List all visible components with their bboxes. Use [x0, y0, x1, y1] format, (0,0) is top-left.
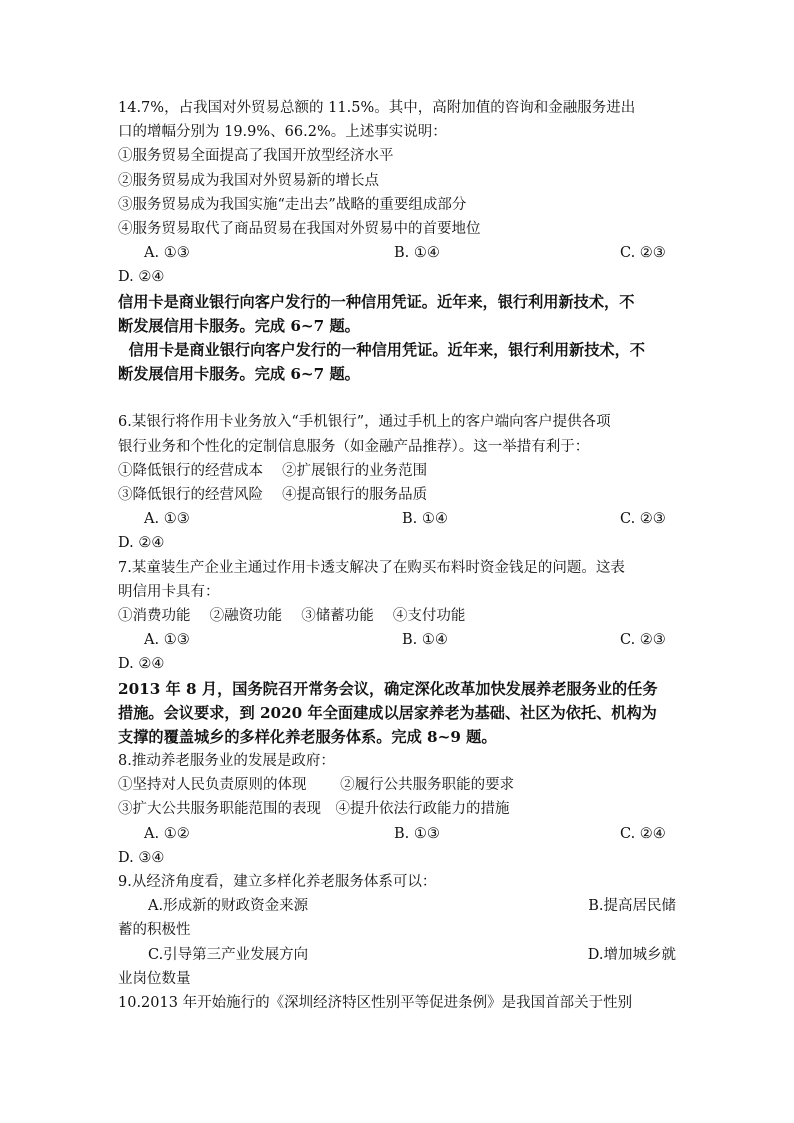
q9-choice-d-continued: 业岗位数量: [118, 970, 191, 987]
document-page: [118, 96, 676, 1015]
q9-choice-b: B.提高居民储: [588, 898, 676, 915]
q5-item-2: ②服务贸易成为我国对外贸易新的增长点: [118, 172, 379, 189]
q7-items-line-1: ①消费功能 ②融资功能 ③储蓄功能 ④支付功能: [118, 607, 466, 624]
q5-item-4: ④服务贸易取代了商品贸易在我国对外贸易中的首要地位: [118, 220, 481, 237]
q9-choice-b-continued: 蓄的积极性: [118, 922, 191, 939]
q5-choices: [118, 241, 676, 265]
q9-stem: 9.从经济角度看，建立多样化养老服务体系可以：: [118, 874, 437, 890]
q5-choice-c: C. ②③: [620, 245, 666, 262]
q5-item-3: ③服务贸易成为我国实施“走出去”战略的重要组成部分: [118, 196, 467, 213]
q7-choice-c: C. ②③: [620, 632, 666, 649]
intro-6-7-line-2: 断发展信用卡服务。完成 6~7 题。: [118, 316, 360, 335]
q6-choices: [118, 507, 676, 531]
intro-6-7-repeat-line-2: 断发展信用卡服务。完成 6~7 题。: [118, 365, 360, 384]
q8-choice-d: D. ③④: [118, 849, 165, 866]
q7-choices: [118, 628, 676, 652]
q8-stem: 8.推动养老服务业的发展是政府：: [118, 753, 335, 770]
q8-items-line-2: ③扩大公共服务职能范围的表现 ④提升依法行政能力的措施: [118, 801, 510, 818]
q6-items-line-2: ③降低银行的经营风险 ④提高银行的服务品质: [118, 487, 428, 503]
q7-stem-line-1: 7.某童装生产企业主通过作用卡透支解决了在购买布料时资金钱足的问题。这表: [118, 559, 625, 576]
q6-choice-d: D. ②④: [118, 535, 165, 552]
q6-choice-c: C. ②③: [620, 511, 666, 528]
q7-stem-line-2: 明信用卡具有：: [118, 583, 220, 600]
q6-stem-line-1: 6.某银行将作用卡业务放入“手机银行”，通过手机上的客户端向客户提供各项: [118, 414, 611, 431]
q5-stem-line-1: 14.7%，占我国对外贸易总额的 11.5%。其中，高附加值的咨询和金融服务进出: [118, 100, 636, 116]
q9-choice-a: A.形成新的财政资金来源: [148, 898, 309, 915]
intro-6-7-line-1: 信用卡是商业银行向客户发行的一种信用凭证。近年来，银行利用新技术，不: [118, 292, 635, 311]
q8-choice-c: C. ②④: [620, 825, 666, 842]
q8-choices: [118, 822, 676, 846]
intro-8-9-line-3: 支撑的覆盖城乡的多样化养老服务体系。完成 8~9 题。: [118, 727, 497, 746]
q6-choice-a: A. ①③: [144, 511, 190, 528]
q5-choice-a: A. ①③: [144, 245, 190, 262]
q5-item-1: ①服务贸易全面提高了我国开放型经济水平: [118, 148, 394, 165]
blank-line: [118, 386, 676, 410]
q6-choice-b: B. ①④: [402, 511, 448, 528]
q9-choice-c: C.引导第三产业发展方向: [148, 946, 309, 963]
q10-stem: 10.2013 年开始施行的《深圳经济特区性别平等促进条例》是我国首部关于性别: [118, 994, 633, 1011]
q8-choice-a: A. ①②: [144, 825, 190, 842]
q9-choice-row-2: [118, 943, 676, 967]
q8-choice-b: B. ①③: [394, 825, 440, 842]
q9-choice-row-1: [118, 894, 676, 918]
q7-choice-b: B. ①④: [402, 632, 448, 649]
q5-choice-b: B. ①④: [394, 245, 440, 262]
q7-choice-a: A. ①③: [144, 632, 190, 649]
intro-8-9-line-1: 2013 年 8 月，国务院召开常务会议，确定深化改革加快发展养老服务业的任务: [118, 679, 658, 698]
q5-stem-line-2: 口的增幅分别为 19.9%、66.2%。上述事实说明：: [118, 124, 447, 141]
q5-choice-d: D. ②④: [118, 269, 165, 286]
q8-items-line-1: ①坚持对人民负责原则的体现 ②履行公共服务职能的要求: [118, 777, 515, 794]
q7-choice-d: D. ②④: [118, 656, 165, 673]
q9-choice-d: D.增加城乡就: [587, 946, 676, 963]
q6-items-line-1: ①降低银行的经营成本 ②扩展银行的业务范围: [118, 462, 428, 479]
intro-6-7-repeat-line-1: 信用卡是商业银行向客户发行的一种信用凭证。近年来，银行利用新技术，不: [118, 340, 645, 359]
intro-8-9-line-2: 措施。会议要求，到 2020 年全面建成以居家养老为基础、社区为依托、机构为: [118, 703, 657, 722]
q6-stem-line-2: 银行业务和个性化的定制信息服务（如金融产品推荐）。这一举措有利于：: [118, 438, 590, 455]
